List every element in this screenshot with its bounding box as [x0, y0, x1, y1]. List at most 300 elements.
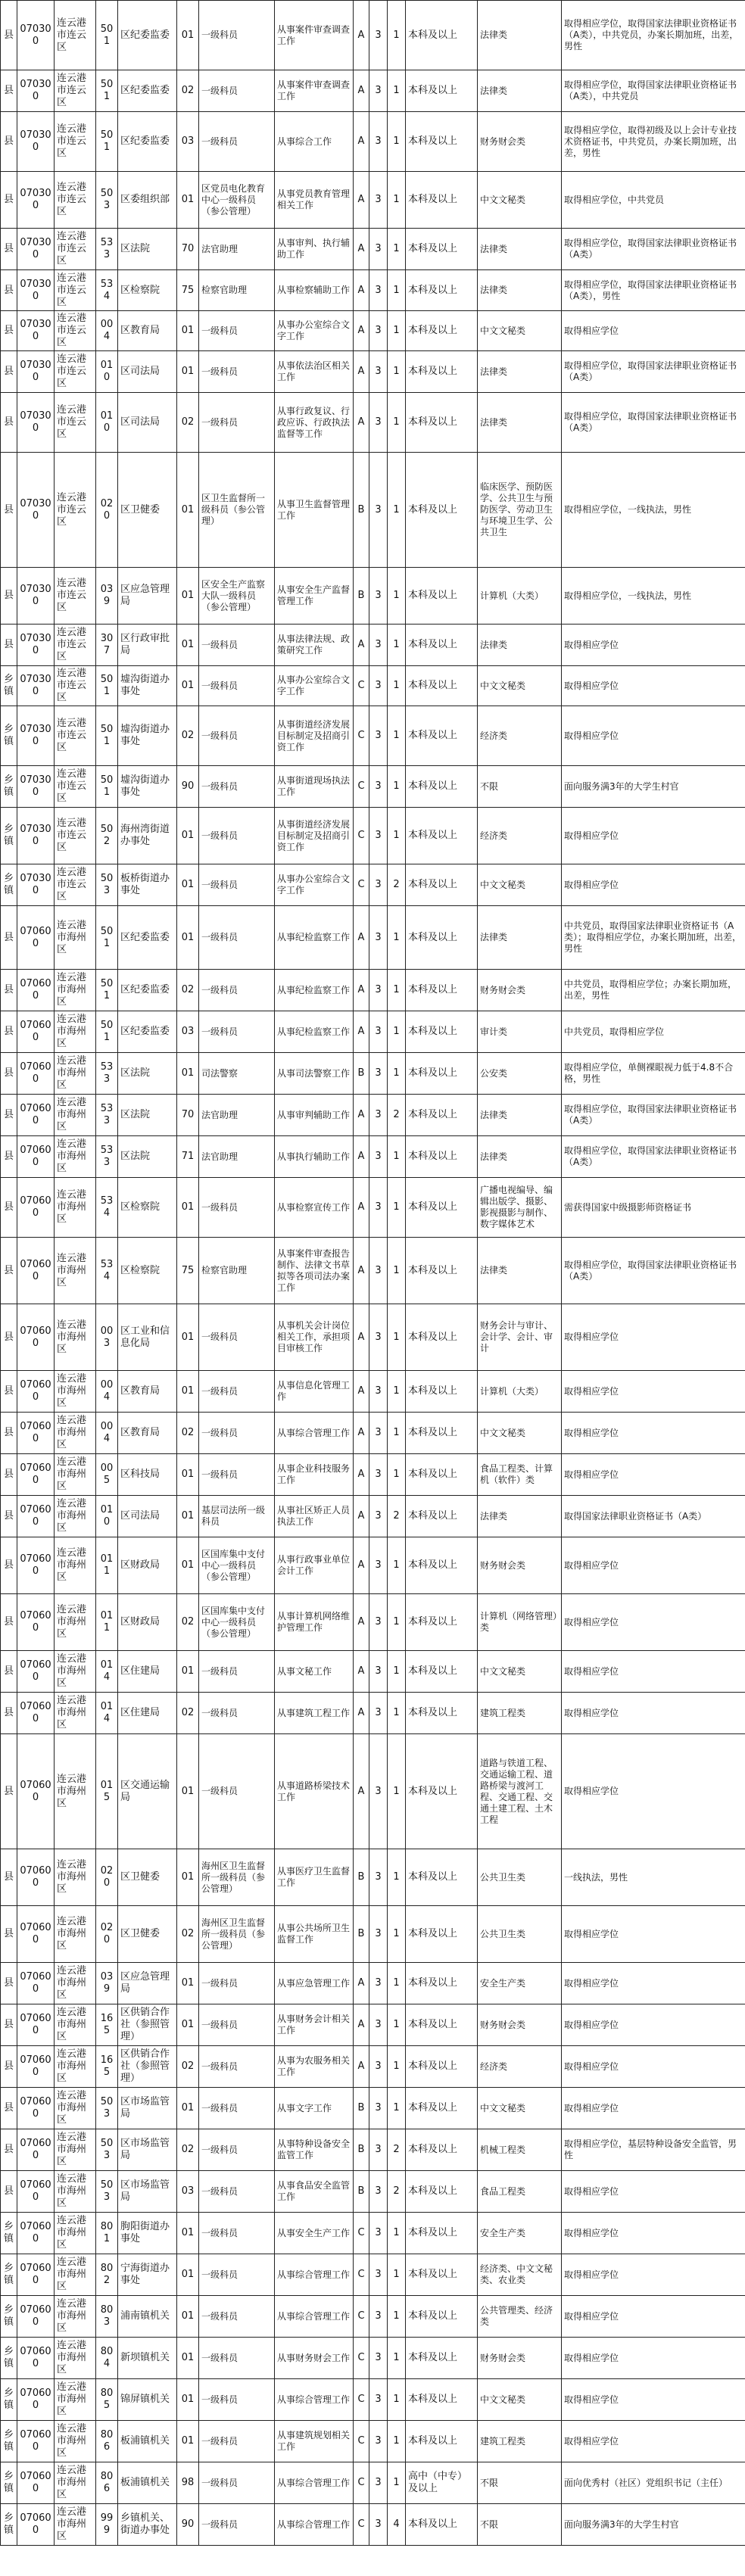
cell-position-name: 一级科员 — [199, 1413, 275, 1454]
cell-dept-code: 501 — [96, 666, 118, 706]
cell-major: 法律类 — [478, 70, 562, 112]
cell-exam-category: A — [354, 906, 369, 970]
cell-major: 公安类 — [478, 1053, 562, 1095]
cell-pos-code: 03 — [177, 1011, 199, 1053]
cell-other-requirements: 取得相应学位，基层特种设备安全监管，男性 — [562, 2129, 745, 2171]
cell-description: 从事为农服务相关工作 — [275, 2046, 354, 2088]
cell-level: 县 — [1, 568, 17, 625]
cell-description: 从事案件审查调查工作 — [275, 70, 354, 112]
cell-exam-category: A — [354, 1136, 369, 1178]
cell-major: 法律类 — [478, 229, 562, 270]
cell-interview-ratio: 2 — [388, 2171, 406, 2213]
cell-major: 法律类 — [478, 1095, 562, 1136]
cell-education: 本科及以上 — [406, 864, 478, 906]
cell-position-name: 一级科员 — [199, 766, 275, 808]
cell-major: 审计类 — [478, 1011, 562, 1053]
cell-education: 本科及以上 — [406, 351, 478, 393]
cell-dept: 朐阳街道办事处 — [118, 2213, 177, 2254]
cell-area: 连云港市海州区 — [55, 1496, 96, 1537]
cell-dept-code: 015 — [96, 1734, 118, 1849]
cell-level: 县 — [1, 1537, 17, 1594]
cell-pos-code: 01 — [177, 1734, 199, 1849]
cell-position-name: 区国库集中支付中心一级科员（参公管理） — [199, 1537, 275, 1594]
cell-dept: 区工业和信息化局 — [118, 1304, 177, 1371]
cell-pos-code: 01 — [177, 1496, 199, 1537]
cell-dept: 区法院 — [118, 1136, 177, 1178]
cell-education: 本科及以上 — [406, 568, 478, 625]
cell-level: 县 — [1, 625, 17, 666]
cell-level: 乡镇 — [1, 2254, 17, 2296]
cell-dept: 区市场监管局 — [118, 2129, 177, 2171]
cell-other-requirements: 取得相应学位 — [562, 666, 745, 706]
cell-other-requirements: 取得相应学位 — [562, 1594, 745, 1651]
cell-exam-category: A — [354, 351, 369, 393]
cell-job-code: 070600 — [17, 2379, 55, 2421]
cell-area: 连云港市连云区 — [55, 625, 96, 666]
cell-description: 从事综合管理工作 — [275, 2296, 354, 2338]
cell-education: 本科及以上 — [406, 1537, 478, 1594]
cell-level: 县 — [1, 270, 17, 311]
cell-position-name: 一级科员 — [199, 666, 275, 706]
cell-dept-code: 010 — [96, 1496, 118, 1537]
cell-description: 从事依法治区相关工作 — [275, 351, 354, 393]
cell-education: 本科及以上 — [406, 1693, 478, 1734]
cell-area: 连云港市海州区 — [55, 1178, 96, 1238]
cell-position-name: 一级科员 — [199, 970, 275, 1011]
cell-other-requirements: 取得相应学位 — [562, 2088, 745, 2129]
cell-job-code: 070300 — [17, 706, 55, 766]
cell-education: 本科及以上 — [406, 666, 478, 706]
cell-level: 县 — [1, 970, 17, 1011]
cell-level: 乡镇 — [1, 864, 17, 906]
cell-dept: 墟沟街道办事处 — [118, 666, 177, 706]
cell-description: 从事综合管理工作 — [275, 1413, 354, 1454]
cell-interview-ratio: 1 — [388, 666, 406, 706]
cell-recruit-count: 3 — [369, 2254, 388, 2296]
cell-position-name: 一级科员 — [199, 625, 275, 666]
cell-position-name: 一级科员 — [199, 2129, 275, 2171]
cell-interview-ratio: 1 — [388, 2338, 406, 2379]
cell-education: 本科及以上 — [406, 2296, 478, 2338]
table-row — [1, 2046, 745, 2088]
cell-job-code: 070600 — [17, 1413, 55, 1454]
cell-job-code: 070300 — [17, 351, 55, 393]
cell-level: 县 — [1, 2088, 17, 2129]
cell-dept-code: 501 — [96, 112, 118, 172]
cell-recruit-count: 3 — [369, 2296, 388, 2338]
cell-job-code: 070600 — [17, 1849, 55, 1906]
cell-exam-category: A — [354, 1371, 369, 1413]
cell-pos-code: 01 — [177, 2338, 199, 2379]
cell-job-code: 070600 — [17, 1906, 55, 1963]
cell-major: 不限 — [478, 2462, 562, 2504]
cell-area: 连云港市海州区 — [55, 2379, 96, 2421]
cell-dept: 板桥街道办事处 — [118, 864, 177, 906]
cell-interview-ratio: 1 — [388, 2004, 406, 2046]
cell-pos-code: 01 — [177, 1963, 199, 2004]
cell-position-name: 一级科员 — [199, 1693, 275, 1734]
cell-job-code: 070300 — [17, 864, 55, 906]
table-row — [1, 1849, 745, 1906]
table-row — [1, 568, 745, 625]
cell-exam-category: A — [354, 1496, 369, 1537]
cell-recruit-count: 3 — [369, 808, 388, 864]
cell-dept-code: 534 — [96, 1178, 118, 1238]
cell-major: 经济类 — [478, 808, 562, 864]
cell-exam-category: C — [354, 666, 369, 706]
cell-recruit-count: 3 — [369, 172, 388, 229]
cell-area: 连云港市海州区 — [55, 2254, 96, 2296]
cell-pos-code: 01 — [177, 1537, 199, 1594]
cell-recruit-count: 3 — [369, 1053, 388, 1095]
cell-education: 本科及以上 — [406, 808, 478, 864]
cell-pos-code: 02 — [177, 970, 199, 1011]
cell-recruit-count: 3 — [369, 864, 388, 906]
cell-description: 从事办公室综合文字工作 — [275, 311, 354, 351]
cell-pos-code: 01 — [177, 453, 199, 568]
cell-recruit-count: 3 — [369, 2338, 388, 2379]
cell-recruit-count: 3 — [369, 112, 388, 172]
cell-level: 县 — [1, 2046, 17, 2088]
cell-area: 连云港市连云区 — [55, 393, 96, 453]
cell-pos-code: 01 — [177, 666, 199, 706]
cell-major: 中文文秘类 — [478, 311, 562, 351]
cell-major: 法律类 — [478, 625, 562, 666]
cell-area: 连云港市海州区 — [55, 2046, 96, 2088]
cell-level: 县 — [1, 906, 17, 970]
cell-job-code: 070300 — [17, 172, 55, 229]
cell-interview-ratio: 1 — [388, 766, 406, 808]
cell-recruit-count: 3 — [369, 270, 388, 311]
cell-level: 乡镇 — [1, 2421, 17, 2462]
cell-major: 经济类 — [478, 2046, 562, 2088]
cell-recruit-count: 3 — [369, 1849, 388, 1906]
cell-major: 计算机（大类） — [478, 1371, 562, 1413]
cell-dept: 区卫健委 — [118, 1849, 177, 1906]
cell-other-requirements: 取得相应学位，取得国家法律职业资格证书（A类） — [562, 1238, 745, 1304]
table-row — [1, 2338, 745, 2379]
cell-major: 法律类 — [478, 1238, 562, 1304]
cell-level: 县 — [1, 1095, 17, 1136]
cell-job-code: 070300 — [17, 808, 55, 864]
cell-dept: 区法院 — [118, 1053, 177, 1095]
cell-job-code: 070300 — [17, 666, 55, 706]
cell-position-name: 区安全生产监察大队一级科员（参公管理） — [199, 568, 275, 625]
cell-dept: 区应急管理局 — [118, 1963, 177, 2004]
cell-other-requirements: 取得相应学位，取得国家法律职业资格证书（A类），中共党员 — [562, 70, 745, 112]
table-row — [1, 1178, 745, 1238]
cell-education: 本科及以上 — [406, 70, 478, 112]
cell-description: 从事街道经济发展目标制定及招商引资工作 — [275, 706, 354, 766]
cell-description: 从事审判辅助工作 — [275, 1095, 354, 1136]
cell-interview-ratio: 1 — [388, 70, 406, 112]
cell-dept-code: 501 — [96, 1011, 118, 1053]
cell-description: 从事综合工作 — [275, 112, 354, 172]
table-row — [1, 2254, 745, 2296]
cell-major: 公共卫生类 — [478, 1849, 562, 1906]
cell-dept-code: 503 — [96, 2088, 118, 2129]
cell-major: 公共卫生类 — [478, 1906, 562, 1963]
cell-recruit-count: 3 — [369, 2171, 388, 2213]
cell-pos-code: 02 — [177, 706, 199, 766]
cell-position-name: 一级科员 — [199, 2171, 275, 2213]
cell-pos-code: 02 — [177, 1693, 199, 1734]
cell-position-name: 一级科员 — [199, 706, 275, 766]
cell-pos-code: 01 — [177, 2421, 199, 2462]
cell-job-code: 070600 — [17, 2504, 55, 2546]
cell-job-code: 070600 — [17, 1537, 55, 1594]
cell-area: 连云港市海州区 — [55, 1594, 96, 1651]
cell-position-name: 一级科员 — [199, 2379, 275, 2421]
cell-area: 连云港市海州区 — [55, 2462, 96, 2504]
cell-level: 县 — [1, 311, 17, 351]
cell-area: 连云港市海州区 — [55, 1413, 96, 1454]
cell-other-requirements: 取得相应学位，一线执法，男性 — [562, 453, 745, 568]
cell-dept-code: 005 — [96, 1454, 118, 1496]
cell-dept-code: 010 — [96, 351, 118, 393]
cell-other-requirements: 取得相应学位，取得国家法律职业资格证书（A类），男性 — [562, 270, 745, 311]
cell-recruit-count: 3 — [369, 1304, 388, 1371]
cell-level: 乡镇 — [1, 766, 17, 808]
cell-description: 从事行政复议、行政应诉、行政执法监督等工作 — [275, 393, 354, 453]
cell-dept: 锦屏镇机关 — [118, 2379, 177, 2421]
cell-job-code: 070600 — [17, 1963, 55, 2004]
cell-area: 连云港市海州区 — [55, 1693, 96, 1734]
cell-other-requirements: 取得相应学位 — [562, 1734, 745, 1849]
table-row — [1, 706, 745, 766]
cell-other-requirements: 取得相应学位，取得国家法律职业资格证书（A类） — [562, 1095, 745, 1136]
table-row — [1, 2462, 745, 2504]
cell-education: 本科及以上 — [406, 2421, 478, 2462]
cell-other-requirements: 取得相应学位 — [562, 864, 745, 906]
cell-exam-category: A — [354, 1238, 369, 1304]
cell-exam-category: C — [354, 808, 369, 864]
cell-education: 本科及以上 — [406, 1, 478, 70]
cell-recruit-count: 3 — [369, 2004, 388, 2046]
cell-level: 乡镇 — [1, 2296, 17, 2338]
cell-job-code: 070600 — [17, 2462, 55, 2504]
cell-education: 本科及以上 — [406, 1496, 478, 1537]
cell-interview-ratio: 1 — [388, 2379, 406, 2421]
cell-area: 连云港市海州区 — [55, 1304, 96, 1371]
cell-area: 连云港市连云区 — [55, 112, 96, 172]
cell-pos-code: 70 — [177, 229, 199, 270]
cell-level: 乡镇 — [1, 666, 17, 706]
table-row — [1, 393, 745, 453]
table-row — [1, 229, 745, 270]
cell-pos-code: 02 — [177, 70, 199, 112]
cell-other-requirements: 取得国家法律职业资格证书（A类） — [562, 1496, 745, 1537]
cell-dept: 区教育局 — [118, 311, 177, 351]
cell-recruit-count: 3 — [369, 1906, 388, 1963]
cell-dept-code: 806 — [96, 2421, 118, 2462]
table-row — [1, 2129, 745, 2171]
cell-interview-ratio: 1 — [388, 112, 406, 172]
cell-dept: 区科技局 — [118, 1454, 177, 1496]
cell-education: 本科及以上 — [406, 172, 478, 229]
cell-dept: 区委组织部 — [118, 172, 177, 229]
cell-area: 连云港市海州区 — [55, 1136, 96, 1178]
cell-pos-code: 03 — [177, 2171, 199, 2213]
cell-interview-ratio: 1 — [388, 453, 406, 568]
cell-exam-category: A — [354, 1413, 369, 1454]
cell-pos-code: 01 — [177, 1, 199, 70]
cell-dept-code: 011 — [96, 1594, 118, 1651]
cell-description: 从事办公室综合文字工作 — [275, 666, 354, 706]
cell-dept-code: 003 — [96, 1304, 118, 1371]
cell-position-name: 一级科员 — [199, 2338, 275, 2379]
cell-area: 连云港市海州区 — [55, 2004, 96, 2046]
cell-job-code: 070600 — [17, 1734, 55, 1849]
cell-level: 乡镇 — [1, 2379, 17, 2421]
cell-job-code: 070600 — [17, 2254, 55, 2296]
cell-dept-code: 014 — [96, 1693, 118, 1734]
cell-level: 乡镇 — [1, 2504, 17, 2546]
cell-pos-code: 01 — [177, 2088, 199, 2129]
table-row — [1, 70, 745, 112]
cell-position-name: 一级科员 — [199, 808, 275, 864]
cell-description: 从事审判、执行辅助工作 — [275, 229, 354, 270]
cell-education: 本科及以上 — [406, 625, 478, 666]
cell-dept: 区供销合作社（参照管理） — [118, 2046, 177, 2088]
cell-level: 县 — [1, 112, 17, 172]
cell-level: 乡镇 — [1, 706, 17, 766]
cell-other-requirements: 取得相应学位 — [562, 2421, 745, 2462]
cell-area: 连云港市连云区 — [55, 351, 96, 393]
cell-pos-code: 01 — [177, 351, 199, 393]
cell-position-name: 司法警察 — [199, 1053, 275, 1095]
cell-recruit-count: 3 — [369, 393, 388, 453]
cell-major: 建筑工程类 — [478, 2421, 562, 2462]
cell-other-requirements: 取得相应学位，中共党员 — [562, 172, 745, 229]
cell-interview-ratio: 1 — [388, 2254, 406, 2296]
cell-other-requirements: 面向服务满3年的大学生村官 — [562, 766, 745, 808]
cell-position-name: 一级科员 — [199, 2462, 275, 2504]
cell-dept-code: 501 — [96, 70, 118, 112]
cell-dept: 区纪委监委 — [118, 970, 177, 1011]
cell-education: 本科及以上 — [406, 1238, 478, 1304]
cell-interview-ratio: 1 — [388, 393, 406, 453]
cell-pos-code: 01 — [177, 172, 199, 229]
cell-position-name: 一级科员 — [199, 2254, 275, 2296]
cell-area: 连云港市连云区 — [55, 311, 96, 351]
cell-recruit-count: 3 — [369, 2129, 388, 2171]
table-row — [1, 172, 745, 229]
cell-job-code: 070600 — [17, 970, 55, 1011]
cell-area: 连云港市海州区 — [55, 2338, 96, 2379]
cell-interview-ratio: 1 — [388, 270, 406, 311]
cell-recruit-count: 3 — [369, 2379, 388, 2421]
cell-interview-ratio: 1 — [388, 625, 406, 666]
cell-education: 本科及以上 — [406, 1095, 478, 1136]
cell-other-requirements: 取得相应学位 — [562, 1693, 745, 1734]
cell-major: 广播电视编导、编辑出版学、摄影、影视摄影与制作、数字媒体艺术 — [478, 1178, 562, 1238]
cell-exam-category: B — [354, 1053, 369, 1095]
cell-description: 从事法律法规、政策研究工作 — [275, 625, 354, 666]
table-row — [1, 1906, 745, 1963]
cell-recruit-count: 3 — [369, 1963, 388, 2004]
cell-other-requirements: 取得相应学位 — [562, 2338, 745, 2379]
cell-pos-code: 90 — [177, 2504, 199, 2546]
cell-dept-code: 501 — [96, 706, 118, 766]
cell-level: 县 — [1, 1238, 17, 1304]
cell-job-code: 070600 — [17, 2171, 55, 2213]
cell-description: 从事案件审查报告制作、法律文书草拟等各项司法办案工作 — [275, 1238, 354, 1304]
cell-level: 县 — [1, 172, 17, 229]
cell-level: 县 — [1, 1413, 17, 1454]
cell-dept-code: 999 — [96, 2504, 118, 2546]
cell-other-requirements: 取得相应学位，单侧裸眼视力低于4.8不合格，男性 — [562, 1053, 745, 1095]
cell-major: 中文文秘类 — [478, 2379, 562, 2421]
cell-description: 从事行政事业单位会计工作 — [275, 1537, 354, 1594]
cell-level: 乡镇 — [1, 2213, 17, 2254]
cell-education: 本科及以上 — [406, 1413, 478, 1454]
cell-area: 连云港市连云区 — [55, 808, 96, 864]
cell-major: 财务财会类 — [478, 2338, 562, 2379]
cell-major: 道路与铁道工程、交通运输工程、道路桥梁与渡河工程、交通工程、交通土建工程、土木工程 — [478, 1734, 562, 1849]
cell-area: 连云港市连云区 — [55, 172, 96, 229]
cell-dept-code: 004 — [96, 1371, 118, 1413]
cell-dept-code: 020 — [96, 1906, 118, 1963]
cell-interview-ratio: 1 — [388, 2213, 406, 2254]
cell-description: 从事企业科技服务工作 — [275, 1454, 354, 1496]
cell-area: 连云港市海州区 — [55, 1454, 96, 1496]
cell-dept: 区纪委监委 — [118, 70, 177, 112]
cell-position-name: 一级科员 — [199, 2004, 275, 2046]
cell-exam-category: A — [354, 1454, 369, 1496]
cell-description: 从事纪检监察工作 — [275, 906, 354, 970]
cell-exam-category: C — [354, 2213, 369, 2254]
cell-other-requirements: 取得相应学位 — [562, 1413, 745, 1454]
cell-other-requirements: 取得相应学位，取得初级及以上会计专业技术资格证书，中共党员，办案长期加班，出差，男性 — [562, 112, 745, 172]
cell-level: 县 — [1, 1651, 17, 1693]
cell-education: 本科及以上 — [406, 2213, 478, 2254]
table-row — [1, 1693, 745, 1734]
cell-pos-code: 01 — [177, 906, 199, 970]
cell-interview-ratio: 1 — [388, 2296, 406, 2338]
cell-exam-category: B — [354, 568, 369, 625]
cell-pos-code: 75 — [177, 270, 199, 311]
cell-description: 从事机关会计岗位相关工作，承担项目审核工作 — [275, 1304, 354, 1371]
cell-exam-category: C — [354, 2421, 369, 2462]
cell-education: 本科及以上 — [406, 393, 478, 453]
cell-description: 从事社区矫正人员执法工作 — [275, 1496, 354, 1537]
cell-interview-ratio: 1 — [388, 1304, 406, 1371]
cell-position-name: 一级科员 — [199, 112, 275, 172]
cell-job-code: 070600 — [17, 1651, 55, 1693]
cell-area: 连云港市连云区 — [55, 666, 96, 706]
cell-major: 法律类 — [478, 906, 562, 970]
cell-description: 从事安全生产工作 — [275, 2213, 354, 2254]
cell-other-requirements: 取得相应学位 — [562, 2046, 745, 2088]
cell-description: 从事文秘工作 — [275, 1651, 354, 1693]
cell-major: 机械工程类 — [478, 2129, 562, 2171]
cell-description: 从事道路桥梁技术工作 — [275, 1734, 354, 1849]
cell-education: 本科及以上 — [406, 1849, 478, 1906]
cell-interview-ratio: 1 — [388, 1371, 406, 1413]
cell-exam-category: B — [354, 2129, 369, 2171]
cell-interview-ratio: 2 — [388, 1496, 406, 1537]
cell-description: 从事司法警察工作 — [275, 1053, 354, 1095]
cell-level: 县 — [1, 1136, 17, 1178]
cell-other-requirements: 中共党员，取得相应学位；办案长期加班，出差，男性 — [562, 970, 745, 1011]
cell-pos-code: 01 — [177, 2004, 199, 2046]
cell-position-name: 一级科员 — [199, 1, 275, 70]
cell-dept-code: 020 — [96, 453, 118, 568]
cell-dept: 墟沟街道办事处 — [118, 766, 177, 808]
cell-dept-code: 503 — [96, 172, 118, 229]
cell-major: 法律类 — [478, 1136, 562, 1178]
